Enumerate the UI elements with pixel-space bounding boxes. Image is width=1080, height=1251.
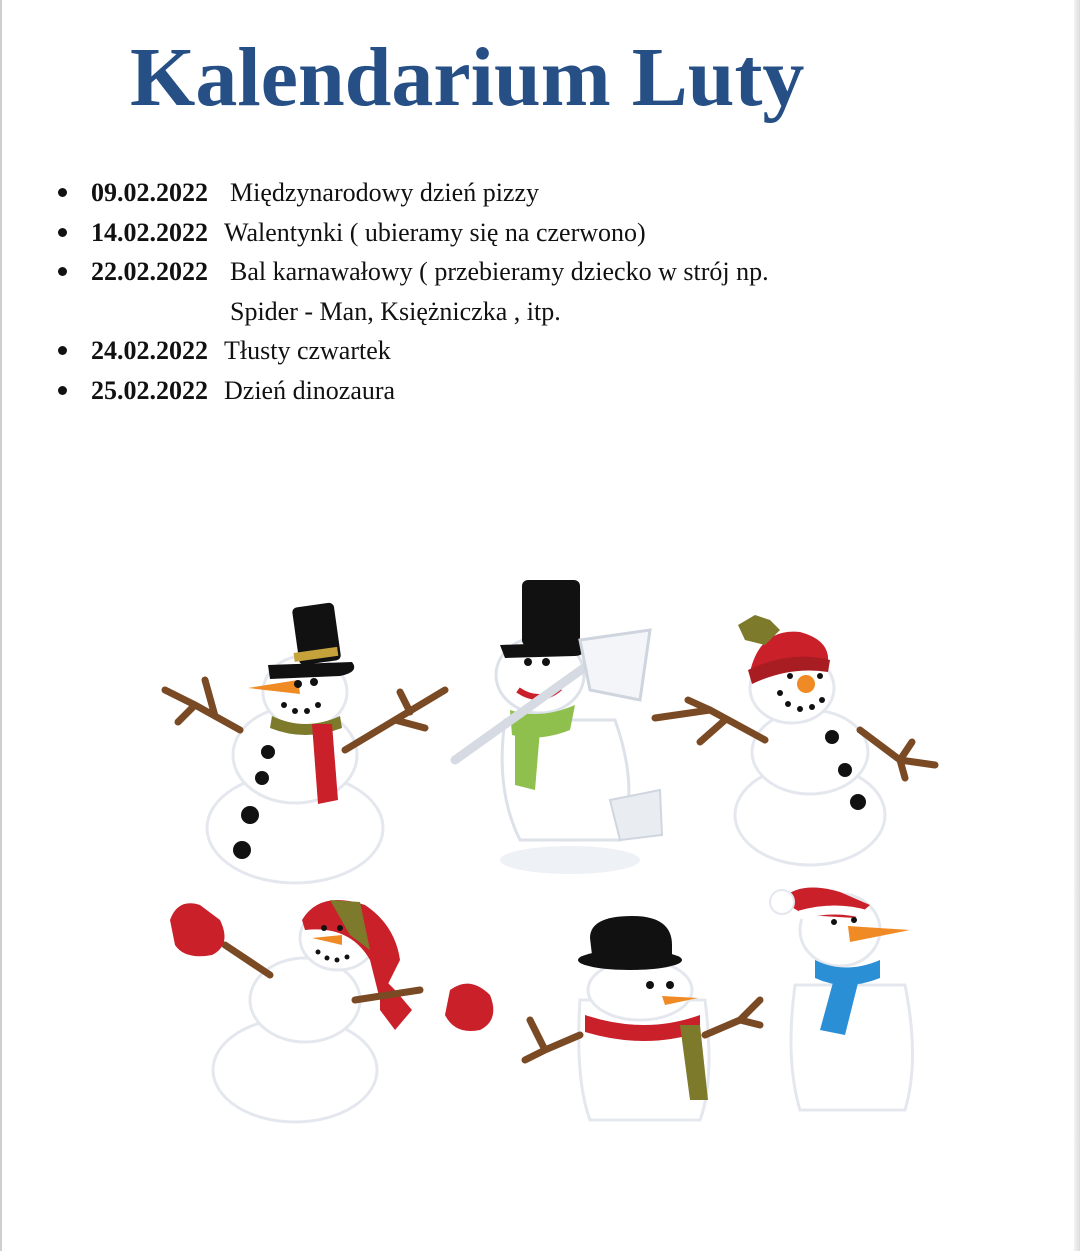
event-description-line: Bal karnawałowy ( przebieramy dziecko w strój np. bbox=[230, 257, 769, 287]
list-item bbox=[58, 331, 769, 371]
snowman-scarf-icon bbox=[770, 888, 913, 1111]
snowman-mittens-icon bbox=[170, 900, 493, 1122]
bullet-icon bbox=[58, 188, 67, 197]
event-description: Międzynarodowy dzień pizzy bbox=[230, 178, 540, 207]
bullet-icon bbox=[58, 386, 67, 395]
snowman-beanie-icon bbox=[655, 615, 935, 865]
event-description: Tłusty czwartek bbox=[224, 336, 391, 366]
event-date: 25.02.2022 bbox=[91, 375, 208, 405]
snowmen-illustration bbox=[140, 565, 960, 1165]
event-description bbox=[230, 252, 769, 331]
event-description: Walentynki ( ubieramy się na czerwono) bbox=[224, 217, 646, 247]
event-date: 24.02.2022 bbox=[91, 336, 208, 366]
event-list bbox=[58, 173, 769, 411]
event-date: 22.02.2022 bbox=[91, 257, 208, 287]
snowman-shovel-icon bbox=[455, 580, 662, 874]
page-edge bbox=[0, 0, 2, 1251]
event-description: Dzień dinozaura bbox=[224, 375, 396, 405]
list-item bbox=[58, 173, 769, 213]
bullet-icon bbox=[58, 267, 67, 276]
event-date: 14.02.2022 bbox=[91, 217, 208, 247]
bullet-icon bbox=[58, 346, 67, 355]
event-description-line: Spider - Man, Księżniczka , itp. bbox=[230, 296, 561, 326]
list-item bbox=[58, 371, 769, 411]
snowman-top-hat-icon bbox=[165, 602, 445, 883]
snowman-bowler-hat-icon bbox=[525, 916, 760, 1120]
list-item bbox=[58, 213, 769, 253]
page-edge-shadow bbox=[1074, 0, 1080, 1251]
event-date: 09.02.2022 bbox=[91, 178, 208, 207]
bullet-icon bbox=[58, 228, 67, 237]
page-title: Kalendarium Luty bbox=[130, 31, 805, 124]
list-item bbox=[58, 252, 769, 331]
